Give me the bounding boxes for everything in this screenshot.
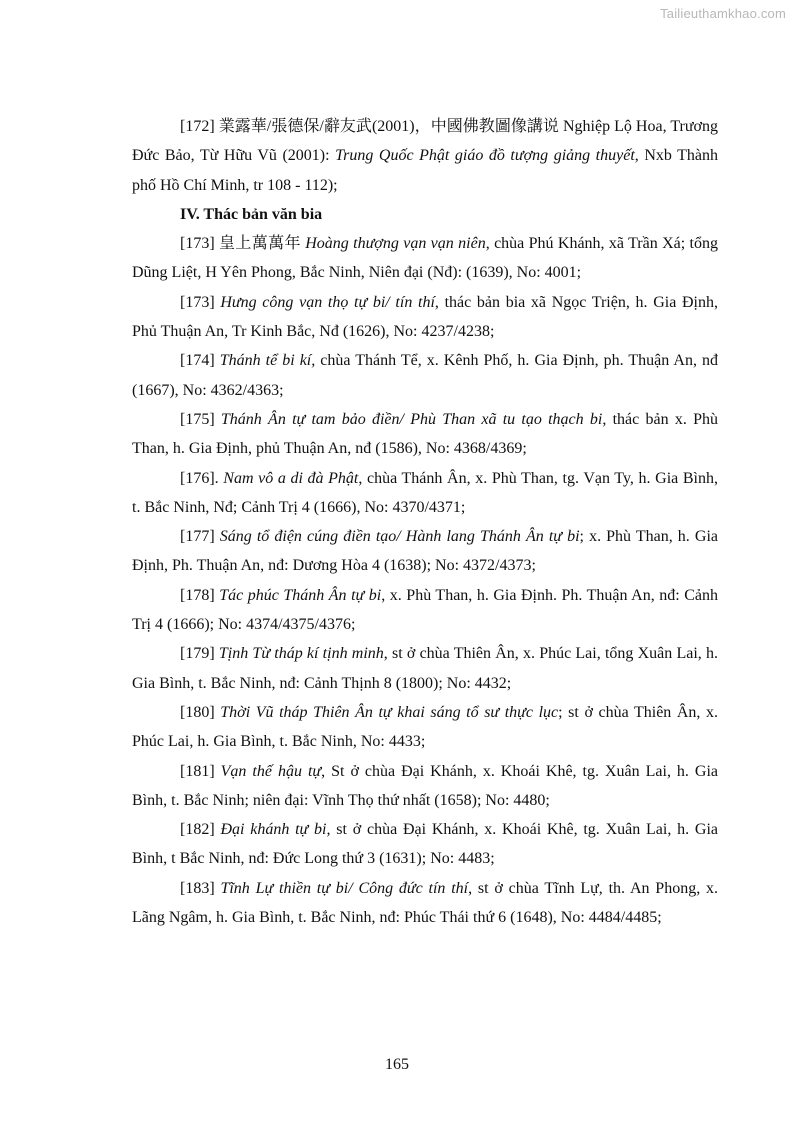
entry-number: [173] [180, 293, 221, 311]
entry-title: Vạn thế hậu tự [220, 762, 322, 780]
entry-details: ; st ở chùa Thiên Ân, x. Phúc Lai, h. Gia Bình, t. Bắc Ninh, No: 4433; [132, 703, 719, 751]
entry-number: [176]. [180, 469, 224, 487]
entry-number: [181] [180, 762, 221, 780]
entry-title: Nam vô a di đà Phật [223, 469, 359, 487]
entry-title: Hoàng thượng vạn vạn niên [305, 235, 486, 253]
entry-title: Đại khánh tự bi, [220, 821, 331, 839]
entry-title: Thánh tể bi kí, [219, 352, 316, 370]
entry-details: , chùa Thánh Ân, x. Phù Than, tg. Vạn Ty, h. Gia Bình, t. Bắc Ninh, Nđ; Cảnh Trị 4 (1666), No: 4370/4371; [132, 469, 719, 516]
entry-number: [180] [180, 703, 221, 721]
page-number: 165 [385, 1056, 409, 1073]
entry-number: [182] [180, 821, 221, 839]
entry-details: chùa Thánh Tể, x. Kênh Phố, h. Gia Định, ph. Thuận An, nđ (1667), No: 4362/4363; [132, 352, 719, 399]
entry-172 [132, 112, 718, 200]
entry-details: , st ở chùa Tĩnh Lự, th. An Phong, x. Lãng Ngâm, h. Gia Bình, t. Bắc Ninh, nđ: Phúc Thái thứ 6 (1648), No: 4484/4485; [132, 879, 719, 927]
entry-title: Thánh Ân tự tam bảo điền/ Phù Than xã tu tạo thạch bi [220, 410, 603, 428]
entry-title: Tịnh Từ tháp kí tịnh minh [218, 645, 384, 663]
entry-title: Tác phúc Thánh Ân tự bi [219, 586, 382, 604]
entry-180 [132, 698, 718, 757]
entry-number: [172] [180, 118, 219, 135]
entry-178 [132, 581, 718, 640]
entry-details: , St ở chùa Đại Khánh, x. Khoái Khê, tg. Xuân Lai, h. Gia Bình, t. Bắc Ninh; niên đại: Vĩnh Thọ thứ nhất (1658); No: 4480; [132, 762, 719, 809]
entry-number: [174] [180, 352, 220, 370]
entry-174 [132, 346, 718, 405]
entry-title: Sáng tổ điện cúng điền tạo/ Hành lang Thánh Ân tự bi [219, 528, 580, 546]
entry-details: ; x. Phù Than, h. Gia Định, Ph. Thuận An, nđ: Dương Hòa 4 (1638); No: 4372/4373; [132, 528, 718, 575]
entry-175 [132, 405, 718, 464]
entry-number: [183] [180, 879, 221, 897]
entry-prefix: 皇上萬萬年 [219, 235, 306, 253]
entry-details: , x. Phù Than, h. Gia Định. Ph. Thuận An, nđ: Cảnh Trị 4 (1666); No: 4374/4375/4376; [132, 586, 719, 634]
entry-179 [132, 639, 718, 698]
entry-details: , thác bản x. Phù Than, h. Gia Định, phủ Thuận An, nđ (1586), No: 4368/4369; [132, 410, 718, 458]
entry-176 [132, 464, 718, 523]
entry-title: Tĩnh Lự thiền tự bi/ Công đức tín thí [220, 879, 469, 897]
entry-title: Hưng công vạn thọ tự bi/ tín thí [220, 293, 435, 311]
entry-182 [132, 815, 718, 874]
entry-title: Trung Quốc Phật giáo đồ tượng giảng thuyết [335, 147, 635, 165]
entry-177 [132, 522, 718, 581]
entry-number: [179] [180, 645, 219, 663]
entry-number: [173] [180, 235, 220, 253]
entry-number: [178] [180, 586, 220, 604]
section-heading: IV. Thác bản văn bia [180, 205, 323, 223]
entry-details: , Nxb Thành phố Hồ Chí Minh, tr 108 - 112); [132, 147, 719, 194]
entry-details: , chùa Phú Khánh, xã Trần Xá; tổng Dũng Liệt, H Yên Phong, Bắc Ninh, Niên đại (Nđ): (1639), No: 4001; [132, 235, 719, 282]
entry-details: , st ở chùa Thiên Ân, x. Phúc Lai, tổng Xuân Lai, h. Gia Bình, t. Bắc Ninh, nđ: Cảnh Thịnh 8 (1800); No: 4432; [132, 645, 719, 692]
entry-173a [132, 229, 718, 288]
entry-number: [177] [180, 528, 220, 546]
entry-title: Thời Vũ tháp Thiên Ân tự khai sáng tổ sư thực lục [220, 703, 559, 721]
entry-prefix: 業露華/張德保/辭友武(2001)，中國佛教圖像講说 Nghiệp Lộ Hoa, Trương Đức Bảo, Từ Hữu Vũ (2001): [132, 118, 719, 165]
site-watermark: Tailieuthamkhao.com [660, 6, 786, 21]
bibliography-body [132, 112, 718, 932]
entry-181 [132, 757, 718, 816]
entry-number: [175] [180, 410, 221, 428]
entry-details: , thác bản bia xã Ngọc Triện, h. Gia Định, Phủ Thuận An, Tr Kinh Bắc, Nđ (1626), No: 4237/4238; [132, 293, 719, 341]
entry-183 [132, 874, 718, 933]
entry-173b [132, 288, 718, 347]
entry-details: st ở chùa Đại Khánh, x. Khoái Khê, tg. Xuân Lai, h. Gia Bình, t Bắc Ninh, nđ: Đức Long thứ 3 (1631); No: 4483; [132, 821, 719, 868]
